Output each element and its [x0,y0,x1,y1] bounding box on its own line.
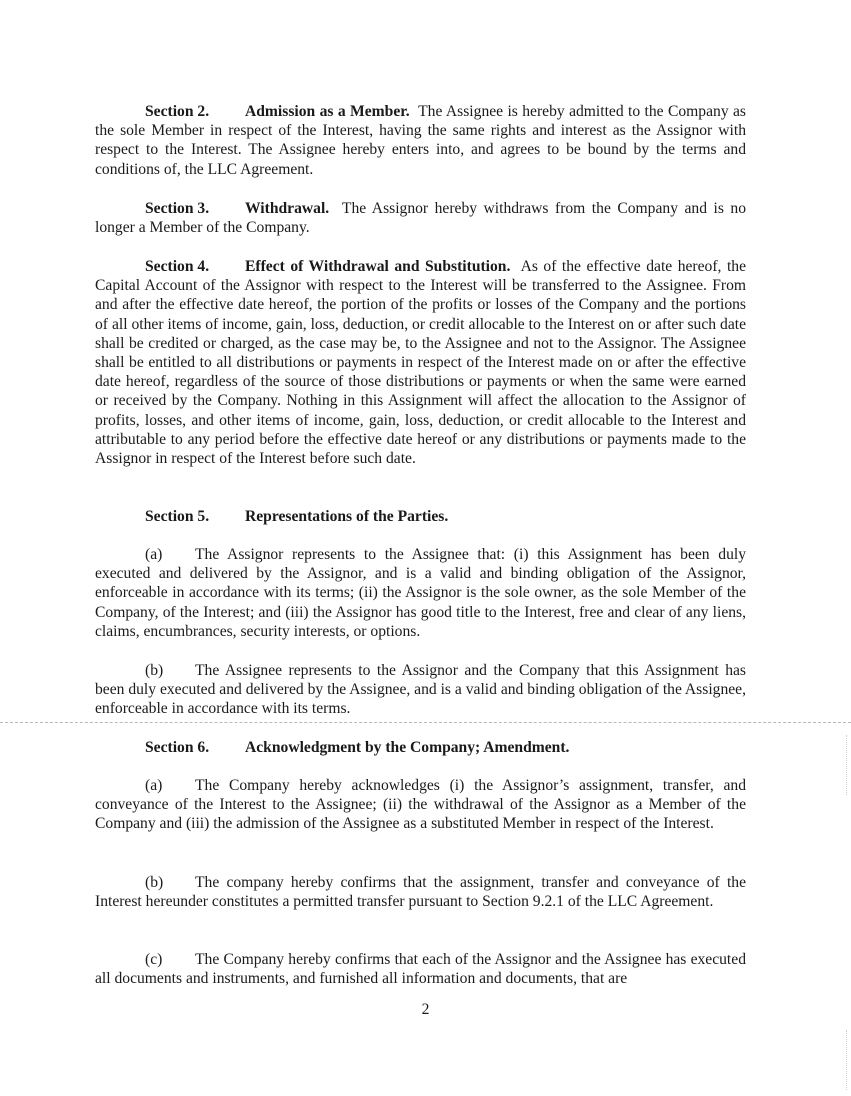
section-3-label: Section 3. [145,200,210,217]
section-6-heading [95,738,746,757]
section-2-title: Admission as a Member. [245,103,410,120]
section-6b-text: The company hereby confirms that the assignment, transfer and conveyance of the Interest hereunder constitutes a permitted transfer pursuant to Section 9.2.1 of the LLC Agreement. [95,874,746,911]
section-6b-paragraph [95,873,746,911]
section-5b-label: (b) [145,662,164,679]
section-6a-text: The Company hereby acknowledges (i) the Assignor’s assignment, transfer, and conveyance of the Interest to the Assignee; (ii) the withdrawal of the Assignor as a Member of the Company and (iii) the admission of the Assignee as a substituted Member in respect of the Interest. [95,777,746,833]
section-5-label: Section 5. [145,508,210,525]
page-break-separator [0,722,851,723]
section-5-title: Representations of the Parties. [245,508,449,525]
section-6c-text: The Company hereby confirms that each of the Assignor and the Assignee has executed all documents and instruments, and furnished all information and documents, that are [95,951,746,988]
section-4-text: As of the effective date hereof, the Capital Account of the Assignor with respect to the Interest will be transferred to the Assignee. From and after the effective date hereof, the portion of the profits or losses of the Company and the portions of all other items of income, gain, loss, deduction, or credit allocable to the Interest on or after such date shall be credited or charged, as the case may be, to the Assignee and not to the Assignor. The Assignee shall be entitled to all distributions or payments in respect of the Interest made on or after the effective date hereof, regardless of the source of those distributions or payments or when the same were earned or received by the Company. Nothing in this Assignment will affect the allocation to the Assignor of profits, losses, and other items of income, gain, loss, deduction, or credit allocable to the Interest and attributable to any period before the effective date hereof or any distributions or payments made to the Assignor in respect of the Interest before such date. [95,258,746,468]
section-6c-paragraph [95,950,746,988]
section-3-title: Withdrawal. [245,200,330,217]
section-6-label: Section 6. [145,739,210,756]
section-6-title: Acknowledgment by the Company; Amendment. [245,739,570,756]
page-number: 2 [421,1001,430,1018]
section-2-paragraph [95,102,746,179]
section-4-title: Effect of Withdrawal and Substitution. [245,258,511,275]
section-5-heading [95,507,746,526]
section-3-text: The Assignor hereby withdraws from the Company and is no longer a Member of the Company. [95,200,747,237]
scan-margin-mark [846,1030,847,1090]
section-2-label: Section 2. [145,103,210,120]
section-6c-label: (c) [145,951,163,968]
section-4-paragraph [95,257,746,468]
section-5a-label: (a) [145,546,163,563]
section-5a-paragraph [95,545,746,641]
section-6a-label: (a) [145,777,163,794]
section-2-text: The Assignee is hereby admitted to the Company as the sole Member in respect of the Interest, having the same rights and interest as the Assignor with respect to the Interest. The Assignee hereby enters into, and agrees to be bound by the terms and conditions of, the LLC Agreement. [95,103,746,178]
section-5a-text: The Assignor represents to the Assignee that: (i) this Assignment has been duly executed and delivered by the Assignor, and is a valid and binding obligation of the Assignor, enforceable in accordance with its terms; (ii) the Assignor is the sole owner, as the sole Member of the Company, of the Interest; and (iii) the Assignor has good title to the Interest, free and clear of any liens, claims, encumbrances, security interests, or options. [95,546,746,640]
scan-margin-mark [846,735,847,795]
section-3-paragraph [95,199,746,237]
section-5b-paragraph [95,661,746,719]
section-5b-text: The Assignee represents to the Assignor and the Company that this Assignment has been duly executed and delivered by the Assignee, and is a valid and binding obligation of the Assignee, enforceable in accordance with its terms. [95,662,746,718]
section-6b-label: (b) [145,874,164,891]
section-4-label: Section 4. [145,258,210,275]
section-6a-paragraph [95,776,746,834]
